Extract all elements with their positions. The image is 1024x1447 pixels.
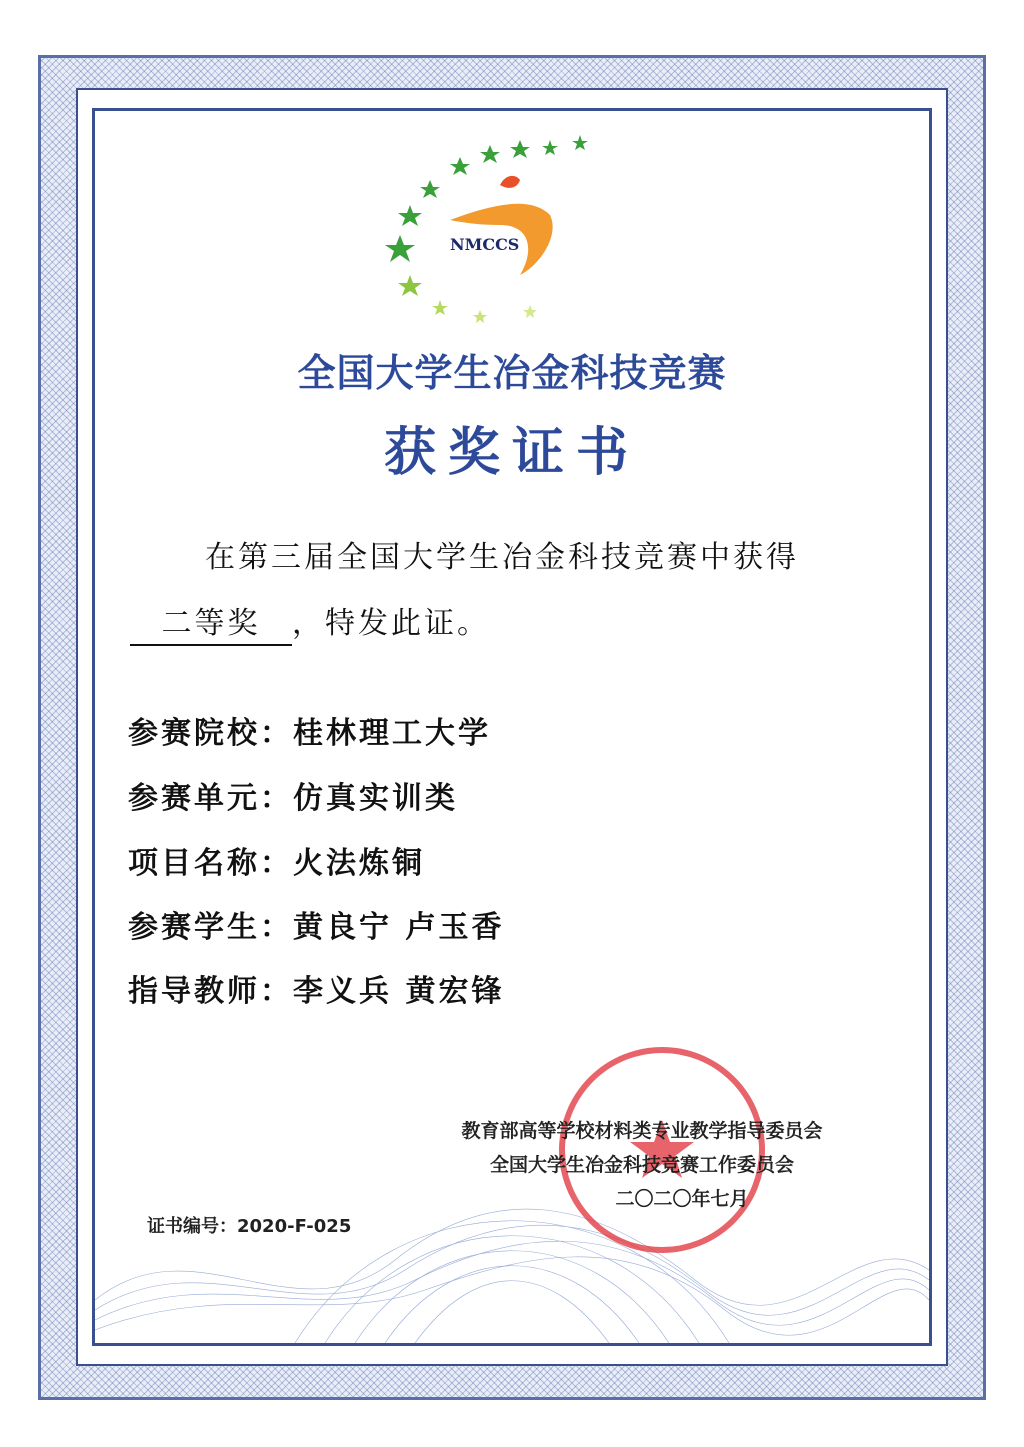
- award-statement: 在第三届全国大学生冶金科技竞赛中获得: [205, 540, 799, 575]
- award-suffix: ，特发此证。: [292, 606, 490, 641]
- field-students: 参赛学生：黄良宁 卢玉香: [128, 910, 505, 945]
- certificate-heading: 获奖证书: [383, 423, 640, 483]
- star-icon: [385, 135, 588, 323]
- competition-title: 全国大学生冶金科技竞赛: [297, 351, 727, 395]
- certificate-number: 证书编号：2020-F-025: [147, 1216, 352, 1237]
- award-line: [130, 598, 490, 646]
- field-unit: 参赛单元：仿真实训类: [128, 781, 458, 816]
- field-school: 参赛院校：桂林理工大学: [128, 716, 491, 751]
- nmccs-logo: [380, 125, 620, 325]
- field-advisors: 指导教师：李义兵 黄宏锋: [128, 974, 505, 1009]
- field-project: 项目名称：火法炼铜: [128, 846, 425, 881]
- award-level: 二等奖: [130, 598, 292, 646]
- svg-text:NMCCS: NMCCS: [450, 235, 520, 254]
- issuer-2: 全国大学生冶金科技竞赛工作委员会: [489, 1154, 794, 1176]
- issuer-1: 教育部高等学校材料类专业教学指导委员会: [461, 1120, 823, 1142]
- issue-date: 二〇二〇年七月: [615, 1188, 749, 1210]
